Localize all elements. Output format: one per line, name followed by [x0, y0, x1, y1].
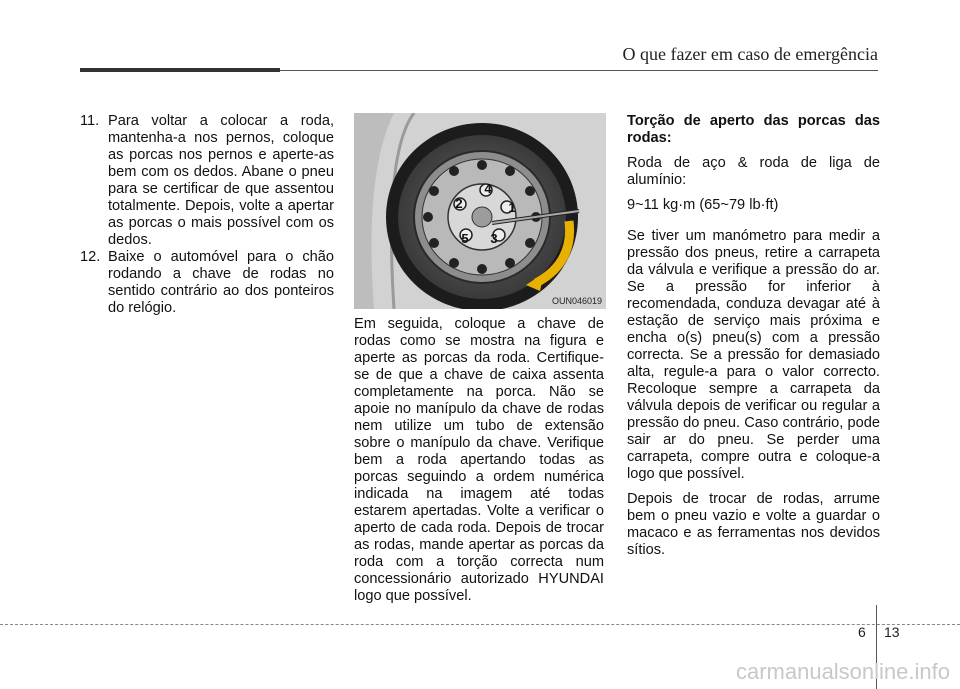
figure-code: OUN046019 — [551, 296, 602, 306]
lug-label-4: 4 — [484, 181, 492, 196]
chapter-number: 6 — [858, 624, 866, 640]
lug-label-1: 1 — [508, 200, 516, 215]
pressure-paragraph: Se tiver um manómetro para medir a pressão dos pneus, retire a carrapeta da válvula e verifique a pressão do ar. Se a pressão for inferior à recomendada, conduza devagar até à estação de serviço mais próxima e encha o(s) pneu(s) com a pressão correcta. Se a pressão for demasiado alta, regule-a para o valor correcto. Recoloque sempre a carrapeta da válvula depois de verificar ou regular a pressão do pneu. Caso contrário, pode sair ar do pneu. Se perder uma carrapeta, compre outra e coloque-a logo que possível. — [627, 228, 880, 482]
tightening-paragraph: Em seguida, coloque a chave de rodas como se mostra na figura e aperte as porcas da roda. Certifique-se de que a chave de caixa assenta completamente na porca. Não se apoie no manípulo da chave de rodas nem utilize um tubo de extensão sobre o manípulo da chave. Verifique bem a roda apertando todas as porcas seguindo a ordem numérica indicada na imagem até todas estarem apertadas. Volte a verificar o aperto de cada roda. Depois de trocar as rodas, mande apertar as porcas da roda com a torção correcta num concessionário autorizado HYUNDAI logo que possível. — [354, 316, 604, 604]
step-number: 11. — [80, 113, 100, 129]
right-column — [627, 113, 880, 567]
page-header-title: O que fazer em caso de emergência — [622, 44, 878, 64]
torque-heading: Torção de aperto das porcas das rodas: — [627, 113, 880, 146]
step-number: 12. — [80, 249, 101, 265]
watermark: carmanualsonline.info — [735, 659, 950, 684]
lug-label-2: 2 — [455, 196, 463, 211]
step-11 — [80, 113, 334, 249]
step-12 — [80, 249, 334, 317]
left-column — [80, 113, 334, 317]
footer-rule — [0, 624, 960, 625]
page-number: 13 — [884, 624, 900, 640]
middle-column — [354, 316, 604, 613]
lug-label-3: 3 — [490, 231, 498, 246]
wheel-type-text: Roda de aço & roda de liga de alumínio: — [627, 155, 880, 188]
step-text: Para voltar a colocar a roda, mantenha-a nos pernos, coloque as porcas nos pernos e aperte-as bem com os dedos. Abane o pneu para se certificar de que assentou totalmente. Depois, volte a apertar as porcas o mais possível com os dedos. — [108, 113, 334, 248]
lug-label-5: 5 — [461, 231, 469, 246]
step-text: Baixe o automóvel para o chão rodando a chave de rodas no sentido contrário ao dos ponteiros do relógio. — [108, 249, 334, 316]
wheel-drawing — [354, 113, 606, 309]
stowage-paragraph: Depois de trocar de rodas, arrume bem o pneu vazio e volte a guardar o macaco e as ferramentas nos devidos sítios. — [627, 491, 880, 558]
header-rule-accent — [80, 68, 280, 72]
torque-value: 9~11 kg·m (65~79 lb·ft) — [627, 197, 779, 213]
wheel-illustration — [354, 113, 606, 309]
